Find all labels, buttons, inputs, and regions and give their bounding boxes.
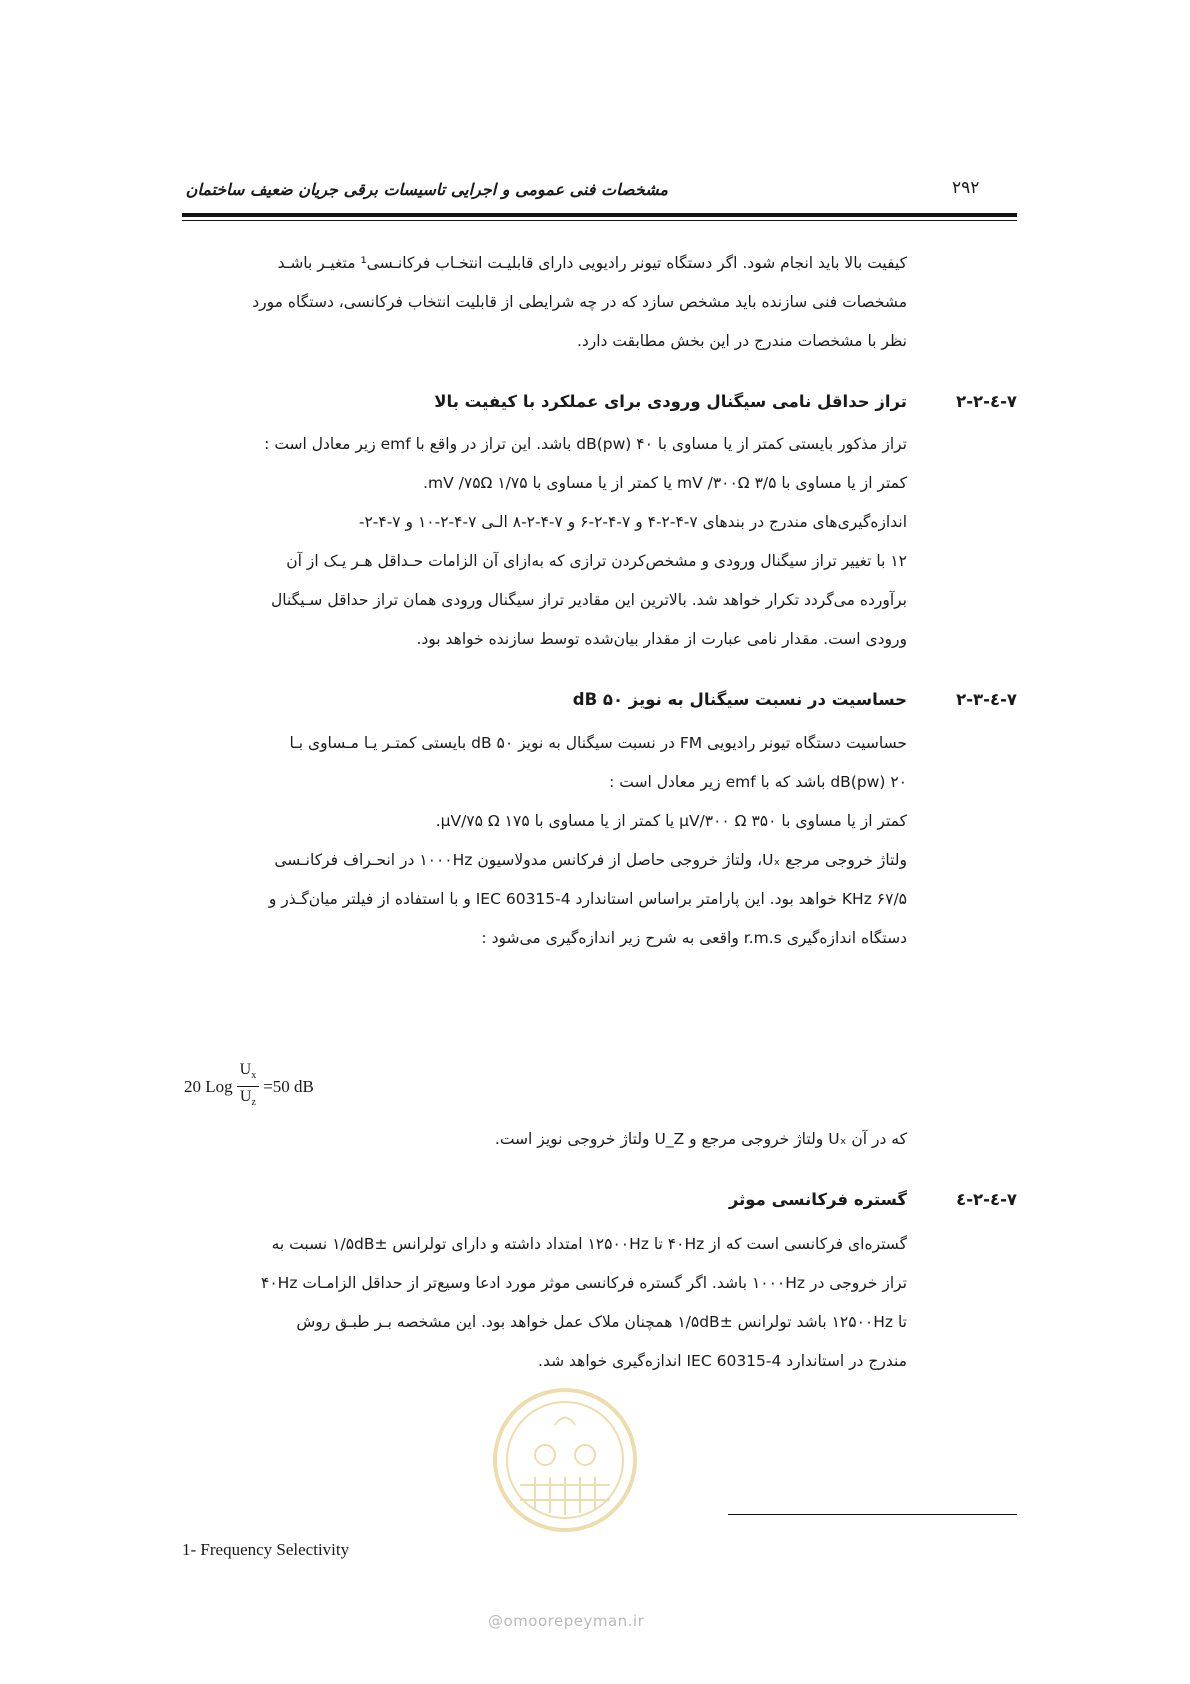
text-line: گستره‌ای فرکانسی است که از ۴۰Hz تا ۱۲۵۰۰Hz امتداد داشته و دارای تولرانس ±۱/۵dB نسبت به <box>271 1235 907 1253</box>
running-header-title: مشخصات فنی عمومی و اجرایی تاسیسات برقی جریان ضعیف ساختمان <box>185 180 668 199</box>
section-title: گستره فرکانسی موثر <box>728 1190 907 1209</box>
formula-suffix: =50 dB <box>263 1076 314 1096</box>
formula-explanation <box>182 1120 907 1159</box>
section-2-body <box>182 425 907 659</box>
watermark: @omoorepeyman.ir <box>488 1612 645 1630</box>
text-line: کمتر از یا مساوی با ۳۵۰ μV/۳۰۰ Ω یا کمتر از یا مساوی با ۱۷۵ μV/۷۵ Ω. <box>435 812 907 830</box>
text-line: اندازه‌گیری‌های مندرج در بندهای ۷-۴-۲-۴ و ۷-۴-۲-۶ و ۷-۴-۲-۸ الـی ۷-۴-۲-۱۰ و ۷-۴-۲- <box>358 513 907 531</box>
formula-fraction <box>237 1060 260 1113</box>
section-number: ۷-٤-۲-۳ <box>956 690 1017 709</box>
publisher-seal-icon <box>490 1385 640 1535</box>
text-line: دستگاه اندازه‌گیری r.m.s واقعی به شرح زیر اندازه‌گیری می‌شود : <box>481 929 907 947</box>
section-3-body <box>182 724 907 958</box>
text-line: تراز خروجی در ۱۰۰۰Hz باشد. اگر گستره فرکانسی موثر مورد ادعا وسیع‌تر از حداقل الزامـات ۴۰Hz <box>261 1274 907 1292</box>
formula-numerator: $U_x$ <box>237 1060 260 1087</box>
intro-paragraph <box>182 244 907 361</box>
text-line: نظر با مشخصات مندرج در این بخش مطابقت دارد. <box>576 332 907 350</box>
section-heading-3 <box>182 690 1017 720</box>
section-title: حساسیت در نسبت سیگنال به نویز ۵۰ dB <box>572 690 907 709</box>
text-line: ۲۰ dB(pw) باشد که با emf زیر معادل است : <box>609 773 907 791</box>
text-line: تا ۱۲۵۰۰Hz باشد تولرانس ±۱/۵dB همچنان ملاک عمل خواهد بود. این مشخصه بـر طبـق روش <box>296 1313 907 1331</box>
section-title: تراز حداقل نامی سیگنال ورودی برای عملکرد با کیفیت بالا <box>434 392 907 411</box>
text-line: ۱۲ با تغییر تراز سیگنال ورودی و مشخص‌کردن ترازی که به‌ازای آن الزامات حـداقل هـر یـک از آن <box>286 552 907 570</box>
section-heading-4 <box>182 1190 1017 1220</box>
text-line: که در آن Uₓ ولتاژ خروجی مرجع و U_Z ولتاژ خروجی نویز است. <box>494 1130 907 1148</box>
section-number: ۷-٤-۲-٤ <box>956 1190 1017 1209</box>
text-line: کمتر از یا مساوی با ۳/۵ mV /۳۰۰Ω یا کمتر از یا مساوی با ۱/۷۵ mV /۷۵Ω. <box>423 474 907 492</box>
footnote-rule <box>728 1514 1017 1515</box>
text-line: تراز مذکور بایستی کمتر از یا مساوی با dB(pw) ۴۰ باشد. این تراز در واقع با emf زیر معادل است : <box>264 435 907 453</box>
snr-formula <box>184 1060 314 1113</box>
formula-prefix: 20 Log <box>184 1076 233 1096</box>
text-line: ولتاژ خروجی مرجع Uₓ، ولتاژ خروجی حاصل از فرکانس مدولاسیون ۱۰۰۰Hz در انحـراف فرکانـسی <box>274 851 907 869</box>
footnote: 1- Frequency Selectivity <box>182 1540 350 1559</box>
text-line: ورودی است. مقدار نامی عبارت از مقدار بیان‌شده توسط سازنده خواهد بود. <box>416 630 907 648</box>
text-line: مشخصات فنی سازنده باید مشخص سازد که در چه شرایطی از قابلیت انتخاب فرکانسی، دستگاه مورد <box>252 293 907 311</box>
page-number: ۲۹۲ <box>952 178 980 198</box>
text-line: حساسیت دستگاه تیونر رادیویی FM در نسبت سیگنال به نویز ۵۰ dB بایستی کمتـر یـا مـساوی بـا <box>289 734 907 752</box>
section-4-body <box>182 1225 907 1381</box>
formula-denominator: $U_z$ <box>239 1088 256 1109</box>
header-rule-thick <box>182 213 1017 217</box>
section-number: ۷-٤-۲-۲ <box>956 392 1017 411</box>
text-line: برآورده می‌گردد تکرار خواهد شد. بالاترین این مقادیر تراز سیگنال ورودی همان تراز حداقل سـیگنال <box>270 591 907 609</box>
text-line: مندرج در استاندارد IEC 60315-4 اندازه‌گیری خواهد شد. <box>538 1352 907 1370</box>
text-line: ۶۷/۵ KHz خواهد بود. این پارامتر براساس استاندارد IEC 60315-4 و با استفاده از فیلتر میان‌گـذر و <box>268 890 907 908</box>
header-rule-thin <box>182 220 1017 221</box>
text-line: کیفیت بالا باید انجام شود. اگر دستگاه تیونر رادیویی دارای قابلیـت انتخـاب فرکانـسی¹ متغیـر باشـد <box>277 254 907 272</box>
section-heading-2 <box>182 392 1017 422</box>
